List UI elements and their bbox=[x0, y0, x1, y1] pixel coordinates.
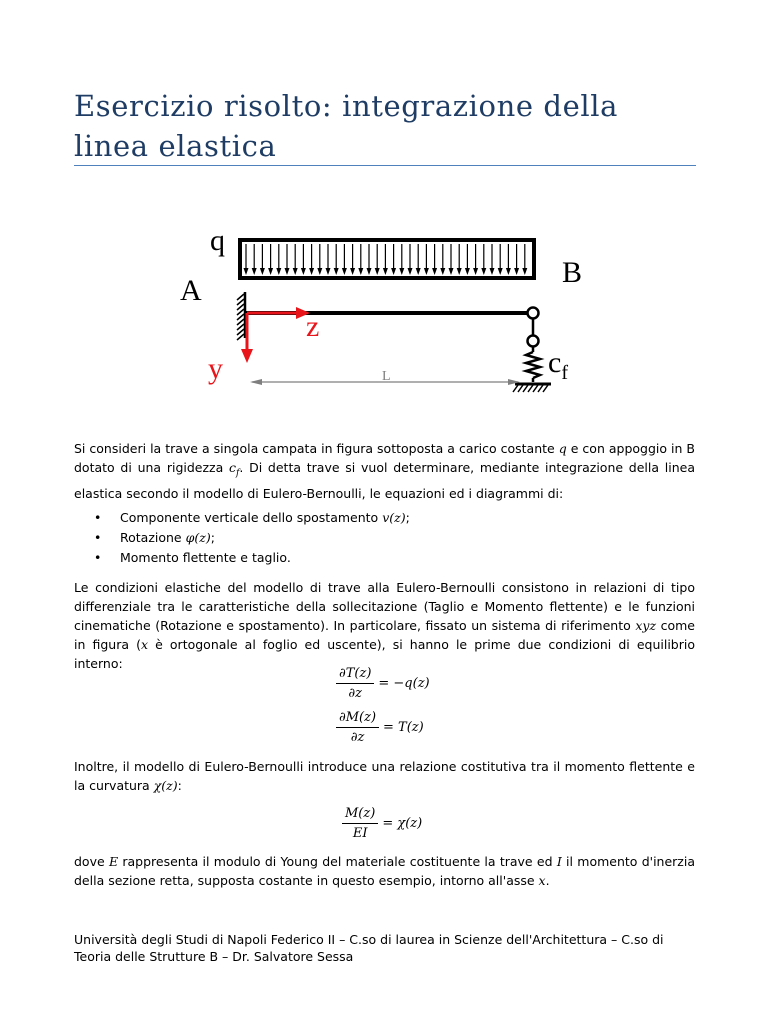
title-divider bbox=[74, 165, 696, 166]
load-arrowhead bbox=[408, 268, 413, 275]
page-footer: Università degli Studi di Napoli Federico II – C.so di laurea in Scienze dell'Architettura – C.so di Teoria delle Strutture B – Dr. Salvatore Sessa bbox=[74, 932, 664, 964]
load-arrowhead bbox=[285, 268, 290, 275]
list-item: • Momento flettente e taglio. bbox=[94, 548, 410, 568]
load-arrowhead bbox=[342, 268, 347, 275]
hatch-line bbox=[528, 385, 533, 392]
equation-shear: $\frac{\partial T(z)}{\partial z}$ = −q(z) bbox=[336, 666, 430, 701]
distributed-load bbox=[240, 240, 534, 278]
ground-hatch bbox=[513, 385, 548, 392]
paragraph-conditions: Le condizioni elastiche del modello di trave alla Eulero-Bernoulli consistono in relazioni di tipo differenziale tra le caratteristiche della sollecitazione (Taglio e Momento flettente) e le funzioni cinematiche (Rotazione e spostamento). In particolare, fissato un sistema di riferimento xyz come in figura (x è ortogonale al foglio ed uscente), si hanno le prime due condizioni di equilibrio interno: bbox=[74, 580, 696, 671]
load-arrowhead bbox=[424, 268, 429, 275]
label-cf: $c_f$ bbox=[548, 346, 568, 384]
hatch-line bbox=[543, 385, 548, 392]
equation-curvature: $\frac{M(z)}{EI}$ = χ(z) bbox=[342, 806, 422, 841]
load-arrowhead bbox=[432, 268, 437, 275]
load-arrowhead bbox=[506, 268, 511, 275]
label-l: L bbox=[382, 369, 391, 384]
load-arrowhead bbox=[440, 268, 445, 275]
hatch-line bbox=[513, 385, 518, 392]
hatch-line bbox=[538, 385, 543, 392]
load-arrowhead bbox=[309, 268, 314, 275]
load-arrowhead bbox=[383, 268, 388, 275]
paragraph-constitutive: Inoltre, il modello di Eulero-Bernoulli introduce una relazione costitutiva tra il momento flettente e la curvatura χ(z): bbox=[74, 759, 695, 793]
load-arrowhead bbox=[252, 268, 257, 275]
hinge-bottom bbox=[528, 336, 539, 347]
load-arrowhead bbox=[498, 268, 503, 275]
beam-diagram bbox=[170, 220, 600, 410]
page-title: Esercizio risolto: integrazione della linea elastica bbox=[74, 89, 619, 163]
load-arrowhead bbox=[375, 268, 380, 275]
hatch-line bbox=[523, 385, 528, 392]
load-arrowhead bbox=[293, 268, 298, 275]
load-arrowhead bbox=[399, 268, 404, 275]
label-a: A bbox=[180, 274, 202, 307]
hatch-line bbox=[518, 385, 523, 392]
load-arrowhead bbox=[457, 268, 462, 275]
load-arrowhead bbox=[268, 268, 273, 275]
equation-moment: $\frac{\partial M(z)}{\partial z}$ = T(z) bbox=[336, 710, 424, 745]
load-arrowhead bbox=[473, 268, 478, 275]
load-arrowhead bbox=[334, 268, 339, 275]
load-arrowhead bbox=[449, 268, 454, 275]
list-item: • Componente verticale dello spostamento v(z); bbox=[94, 508, 410, 528]
load-arrowhead bbox=[244, 268, 249, 275]
load-arrowhead bbox=[358, 268, 363, 275]
load-arrowhead bbox=[465, 268, 470, 275]
label-y: y bbox=[208, 352, 223, 385]
load-arrowhead bbox=[301, 268, 306, 275]
load-arrowhead bbox=[260, 268, 265, 275]
load-arrowhead bbox=[276, 268, 281, 275]
hatch-line bbox=[533, 385, 538, 392]
load-arrowhead bbox=[490, 268, 495, 275]
load-arrowhead bbox=[522, 268, 527, 275]
label-b: B bbox=[562, 256, 583, 289]
paragraph-intro: Si consideri la trave a singola campata in figura sottoposta a carico costante q e con appoggio in B dotato di una rigidezza $c_f$. Di detta trave si vuol determinare, mediante integrazione della linea elastica secondo il modello di Eulero-Bernoulli, le equazioni ed i diagrammi di: bbox=[74, 441, 696, 501]
bullet-list bbox=[94, 508, 410, 568]
list-item: • Rotazione φ(z); bbox=[94, 528, 410, 548]
load-arrowhead bbox=[317, 268, 322, 275]
load-arrowhead bbox=[367, 268, 372, 275]
load-arrowhead bbox=[416, 268, 421, 275]
fixed-support-hatch bbox=[237, 294, 244, 340]
paragraph-definitions: dove E rappresenta il modulo di Young del materiale costituente la trave ed I il momento d'inerzia della sezione retta, supposta costante in questo esempio, intorno all'asse x. bbox=[74, 854, 695, 888]
load-arrowhead bbox=[481, 268, 486, 275]
spring bbox=[526, 346, 540, 382]
label-z: z bbox=[306, 310, 320, 343]
load-arrowhead bbox=[514, 268, 519, 275]
load-arrows bbox=[244, 244, 528, 275]
load-arrowhead bbox=[350, 268, 355, 275]
load-arrowhead bbox=[391, 268, 396, 275]
load-arrowhead bbox=[326, 268, 331, 275]
hinge-top bbox=[528, 308, 539, 319]
label-q: q bbox=[210, 224, 225, 257]
